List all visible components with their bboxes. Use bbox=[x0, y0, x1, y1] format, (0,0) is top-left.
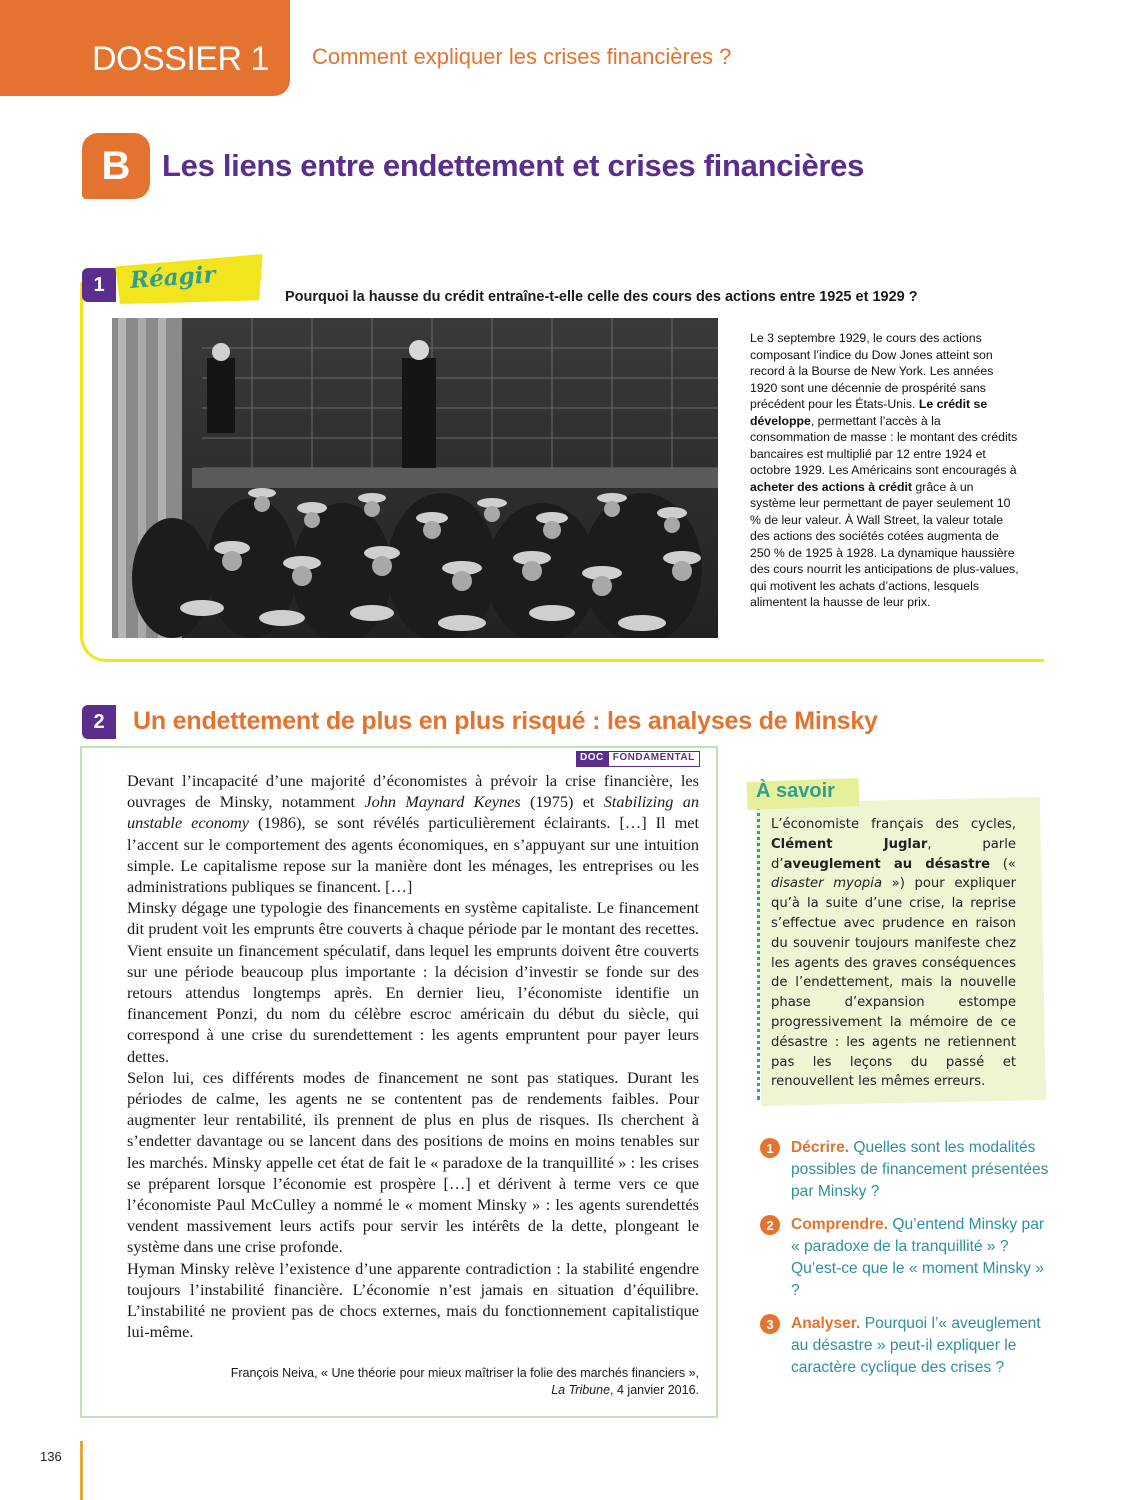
question-text bbox=[791, 1214, 1050, 1302]
reagir-label: Réagir bbox=[129, 261, 217, 294]
doc1-caption-text bbox=[750, 330, 1020, 611]
doc1-number-badge: 1 bbox=[82, 268, 116, 302]
source-line: François Neiva, « Une théorie pour mieux maîtriser la folie des marchés financiers », bbox=[230, 1366, 699, 1380]
doc2-source bbox=[127, 1365, 699, 1399]
doc2-title: Un endettement de plus en plus risqué : les analyses de Minsky bbox=[133, 707, 878, 735]
stock-exchange-photo bbox=[112, 318, 718, 638]
doc1-question: Pourquoi la hausse du crédit entraîne-t-elle celle des cours des actions entre 1925 et 1929 ? bbox=[285, 289, 918, 305]
savoir-text bbox=[771, 815, 1016, 1092]
dossier-question: Comment expliquer les crises financières ? bbox=[312, 44, 732, 69]
question-text bbox=[791, 1137, 1050, 1203]
dossier-label: DOSSIER 1 bbox=[92, 40, 269, 78]
question-verb: Comprendre. bbox=[791, 1216, 889, 1233]
source-date: , 4 janvier 2016. bbox=[610, 1383, 699, 1397]
question-text bbox=[791, 1313, 1050, 1379]
question-body: Quelles sont les modalités possibles de financement présentées par Minsky ? bbox=[791, 1139, 1049, 1200]
question-body: Qu’entend Minsky par « paradoxe de la tranquillité » ? Qu’est-ce que le « moment Minsky » ? bbox=[791, 1216, 1045, 1299]
dossier-tab bbox=[0, 0, 290, 96]
savoir-dotted-line bbox=[757, 800, 761, 1100]
source-line bbox=[127, 1382, 699, 1399]
text-part: ») pour expliquer qu’à la suite d’une crise, la reprise s’effectue avec prudence en raison du souvenir toujours manifeste chez les agents des graves conséquences de l’endettement, mais la nouvelle phase d’expansion estompe progressivement la mémoire de ce désastre : les agents ne retiennent pas les leçons du passé et renouvellent les mêmes erreurs. bbox=[771, 876, 1016, 1090]
doc-fondamental-tag bbox=[576, 751, 700, 767]
page-number: 136 bbox=[40, 1449, 62, 1464]
doc1-text-part: Le 3 septembre 1929, le cours des actions composant l’indice du Dow Jones atteint son record à la Bourse de New York. Les années 1920 sont une décennie de prospérité sans précédent pour les États-Unis. bbox=[750, 331, 994, 411]
question-verb: Analyser. bbox=[791, 1315, 861, 1332]
text-bold: aveuglement au désastre bbox=[783, 856, 991, 872]
question-item bbox=[760, 1313, 1050, 1379]
text-italic: disaster myopia bbox=[771, 876, 883, 892]
footer-bar bbox=[80, 1441, 83, 1500]
photo-illustration bbox=[112, 318, 718, 638]
question-verb: Décrire. bbox=[791, 1139, 850, 1156]
book-title: John Maynard Keynes bbox=[364, 792, 521, 812]
doc1-text-bold: Le crédit se développe bbox=[750, 397, 988, 428]
text-bold: Clément Juglar bbox=[771, 836, 928, 852]
doc2-paragraph: Hyman Minsky relève l’existence d’une apparente contradiction : la stabilité engendre toujours l’instabilité financière. L’économie n’est jamais en situation d’équilibre. L’instabilité ne provient pas de chocs externes, mais du fonctionnement capitalistique lui-même. bbox=[127, 1258, 699, 1342]
doc2-number-badge: 2 bbox=[82, 705, 116, 739]
question-item bbox=[760, 1214, 1050, 1302]
book-title: Stabilizing an unstable economy bbox=[127, 792, 699, 833]
text-part: L’économiste français des cycles, bbox=[771, 817, 1016, 832]
text-part: , parle d’ bbox=[771, 836, 1016, 872]
doc1-text-part: grâce à un système leur permettant de payer seulement 10 % de leur valeur. À Wall Street, la valeur totale des actions des sociétés cotées augmenta de 250 % de 1925 à 1928. La dynamique haussière des cours nourrit les anticipations de plus-values, qui motivent les achats d’actions, lesquels alimentent la hausse de leur prix. bbox=[750, 479, 1019, 609]
question-body: Pourquoi l’« aveuglement au désastre » peut-il expliquer le caractère cyclique des crises ? bbox=[791, 1315, 1041, 1376]
doc2-paragraph: Minsky dégage une typologie des financements en système capitaliste. Le financement dit prudent voit les emprunts être couverts à chaque période par le montant des recettes. Vient ensuite un financement spéculatif, dans lequel les emprunts doivent être couverts sur une période beaucoup plus importante : la décision d’investir se fonde sur des retours attendus longtemps après. En dernier lieu, l’économiste identifie un financement Ponzi, du nom du célèbre escroc américain du début du siècle, qui correspond à une crise du surendettement : les agents empruntent pour payer leurs dettes. bbox=[127, 898, 699, 1066]
question-number: 3 bbox=[760, 1314, 780, 1334]
doc2-paragraph: Selon lui, ces différents modes de financement ne sont pas statiques. Durant les périodes de calme, les agents ne se contentent pas de rendements faibles. Pour augmenter leur rentabilité, ils prennent de plus en plus de risques. Ils cherchent à s’endetter davantage ou se lancent dans des positions de moins en moins tenables sur les marchés. Minsky appelle cet état de fait le « paradoxe de la tranquillité » : les crises se préparent lorsque l’économie est prospère […] et dérivent à terme vers ce que l’économiste Paul McCulley a nommé le « moment Minsky » : les agents surendettés vendent massivement leurs actifs pour servir les intérêts de la dette, plongeant le système dans une crise profonde. bbox=[127, 1067, 699, 1257]
questions-list bbox=[760, 1137, 1050, 1390]
question-item bbox=[760, 1137, 1050, 1203]
question-number: 1 bbox=[760, 1138, 780, 1158]
section-letter-badge: B bbox=[82, 133, 150, 199]
text-part: Devant l’incapacité d’une majorité d’économistes à prévoir la crise financière, les ouvrages de Minsky, notamment bbox=[127, 771, 699, 812]
doc1-text-part: , permettant l’accès à la consommation de masse : le montant des crédits bancaires est multiplié par 12 entre 1924 et octobre 1929. Les Américains sont encouragés à bbox=[750, 413, 1018, 477]
question-number: 2 bbox=[760, 1215, 780, 1235]
doc-tag-prefix: DOC bbox=[576, 751, 608, 767]
doc-tag-label: FONDAMENTAL bbox=[608, 751, 700, 767]
doc2-body bbox=[127, 770, 699, 1342]
text-part: (1975) et bbox=[520, 792, 604, 812]
doc1-text-bold: acheter des actions à crédit bbox=[750, 479, 912, 494]
savoir-label: À savoir bbox=[756, 780, 835, 802]
source-journal: La Tribune bbox=[551, 1383, 611, 1397]
text-part: (1986), se sont révélés particulièrement éclairants. […] Il met l’accent sur le comportement des agents économiques, en s’appuyant sur une intuition simple. Le capitalisme repose sur la manière dont les ménages, les entreprises ou les administrations publiques se financent. […] bbox=[127, 813, 699, 897]
doc2-paragraph bbox=[127, 770, 699, 897]
section-title: Les liens entre endettement et crises financières bbox=[162, 148, 865, 183]
text-part: (« bbox=[990, 856, 1016, 872]
